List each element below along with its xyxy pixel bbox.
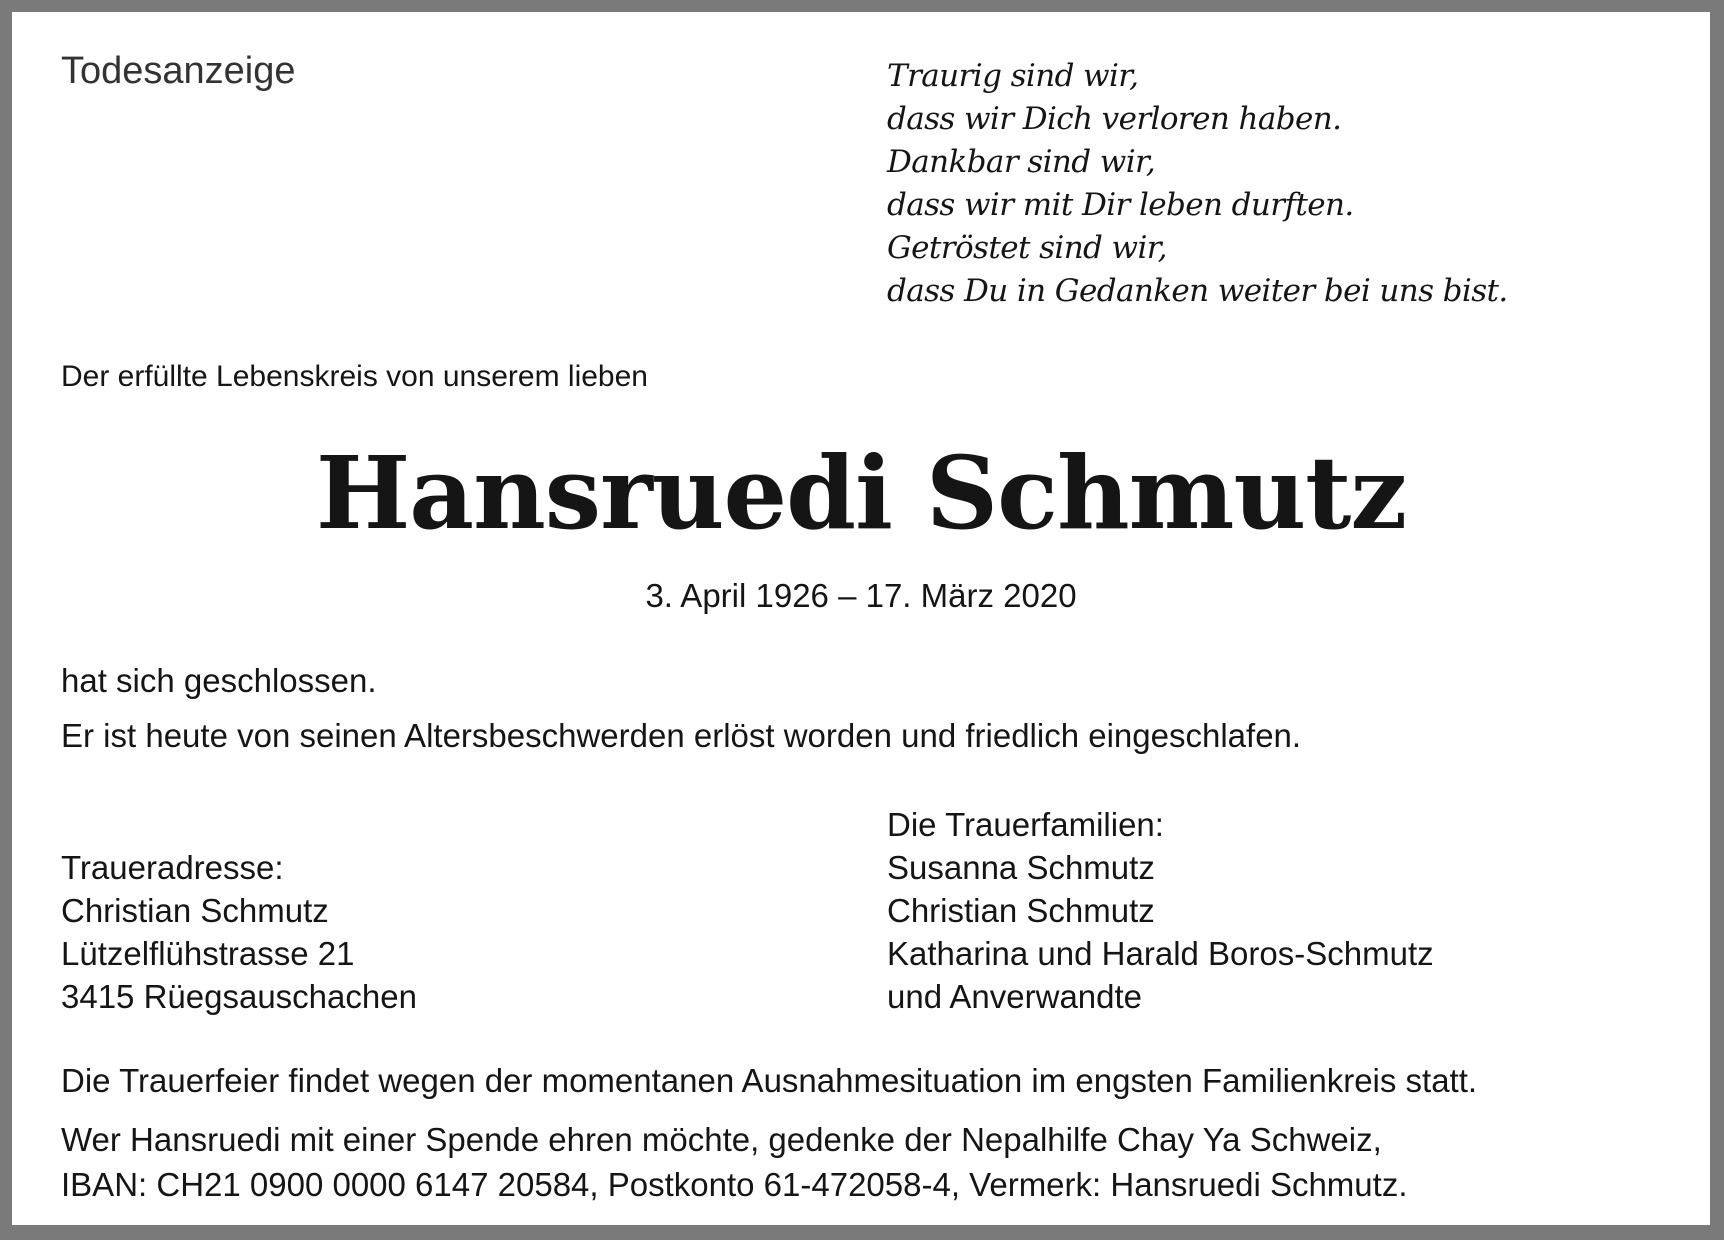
poem-line: Getröstet sind wir, <box>887 230 1167 266</box>
deceased-name: Hansruedi Schmutz <box>315 434 1407 552</box>
body-text-line: Er ist heute von seinen Altersbeschwerden erlöst worden und friedlich eingeschlafen. <box>61 717 1302 754</box>
poem <box>887 55 1508 313</box>
address-heading: Traueradresse: <box>61 849 284 886</box>
poem-line: dass wir Dich verloren haben. <box>887 101 1342 137</box>
family-line: Katharina und Harald Boros-Schmutz <box>887 935 1434 972</box>
family-line: Susanna Schmutz <box>887 849 1155 886</box>
notice-type-label: Todesanzeige <box>61 50 296 92</box>
families-heading: Die Trauerfamilien: <box>887 806 1164 843</box>
family-line: Christian Schmutz <box>887 892 1155 929</box>
body-text-line: hat sich geschlossen. <box>61 662 377 699</box>
life-dates: 3. April 1926 – 17. März 2020 <box>645 577 1077 614</box>
donation-line: Wer Hansruedi mit einer Spende ehren möchte, gedenke der Nepalhilfe Chay Ya Schweiz, <box>61 1121 1382 1158</box>
obituary-notice <box>12 12 1710 1225</box>
poem-line: Dankbar sind wir, <box>887 144 1156 180</box>
donation-line: IBAN: CH21 0900 0000 6147 20584, Postkonto 61-472058-4, Vermerk: Hansruedi Schmutz. <box>61 1166 1408 1203</box>
poem-line: dass wir mit Dir leben durften. <box>887 187 1354 223</box>
mourning-address <box>61 846 417 1018</box>
mourning-families <box>887 803 1434 1018</box>
intro-text: Der erfüllte Lebenskreis von unserem lieben <box>61 360 648 393</box>
address-line: Christian Schmutz <box>61 892 329 929</box>
ceremony-note: Die Trauerfeier findet wegen der momentanen Ausnahmesituation im engsten Familienkreis statt. <box>61 1062 1478 1099</box>
address-line: 3415 Rüegsauschachen <box>61 978 417 1015</box>
poem-line: dass Du in Gedanken weiter bei uns bist. <box>887 273 1508 309</box>
address-line: Lützelflühstrasse 21 <box>61 935 355 972</box>
donation-info <box>61 1117 1408 1207</box>
poem-line: Traurig sind wir, <box>887 58 1139 94</box>
family-line: und Anverwandte <box>887 978 1143 1015</box>
